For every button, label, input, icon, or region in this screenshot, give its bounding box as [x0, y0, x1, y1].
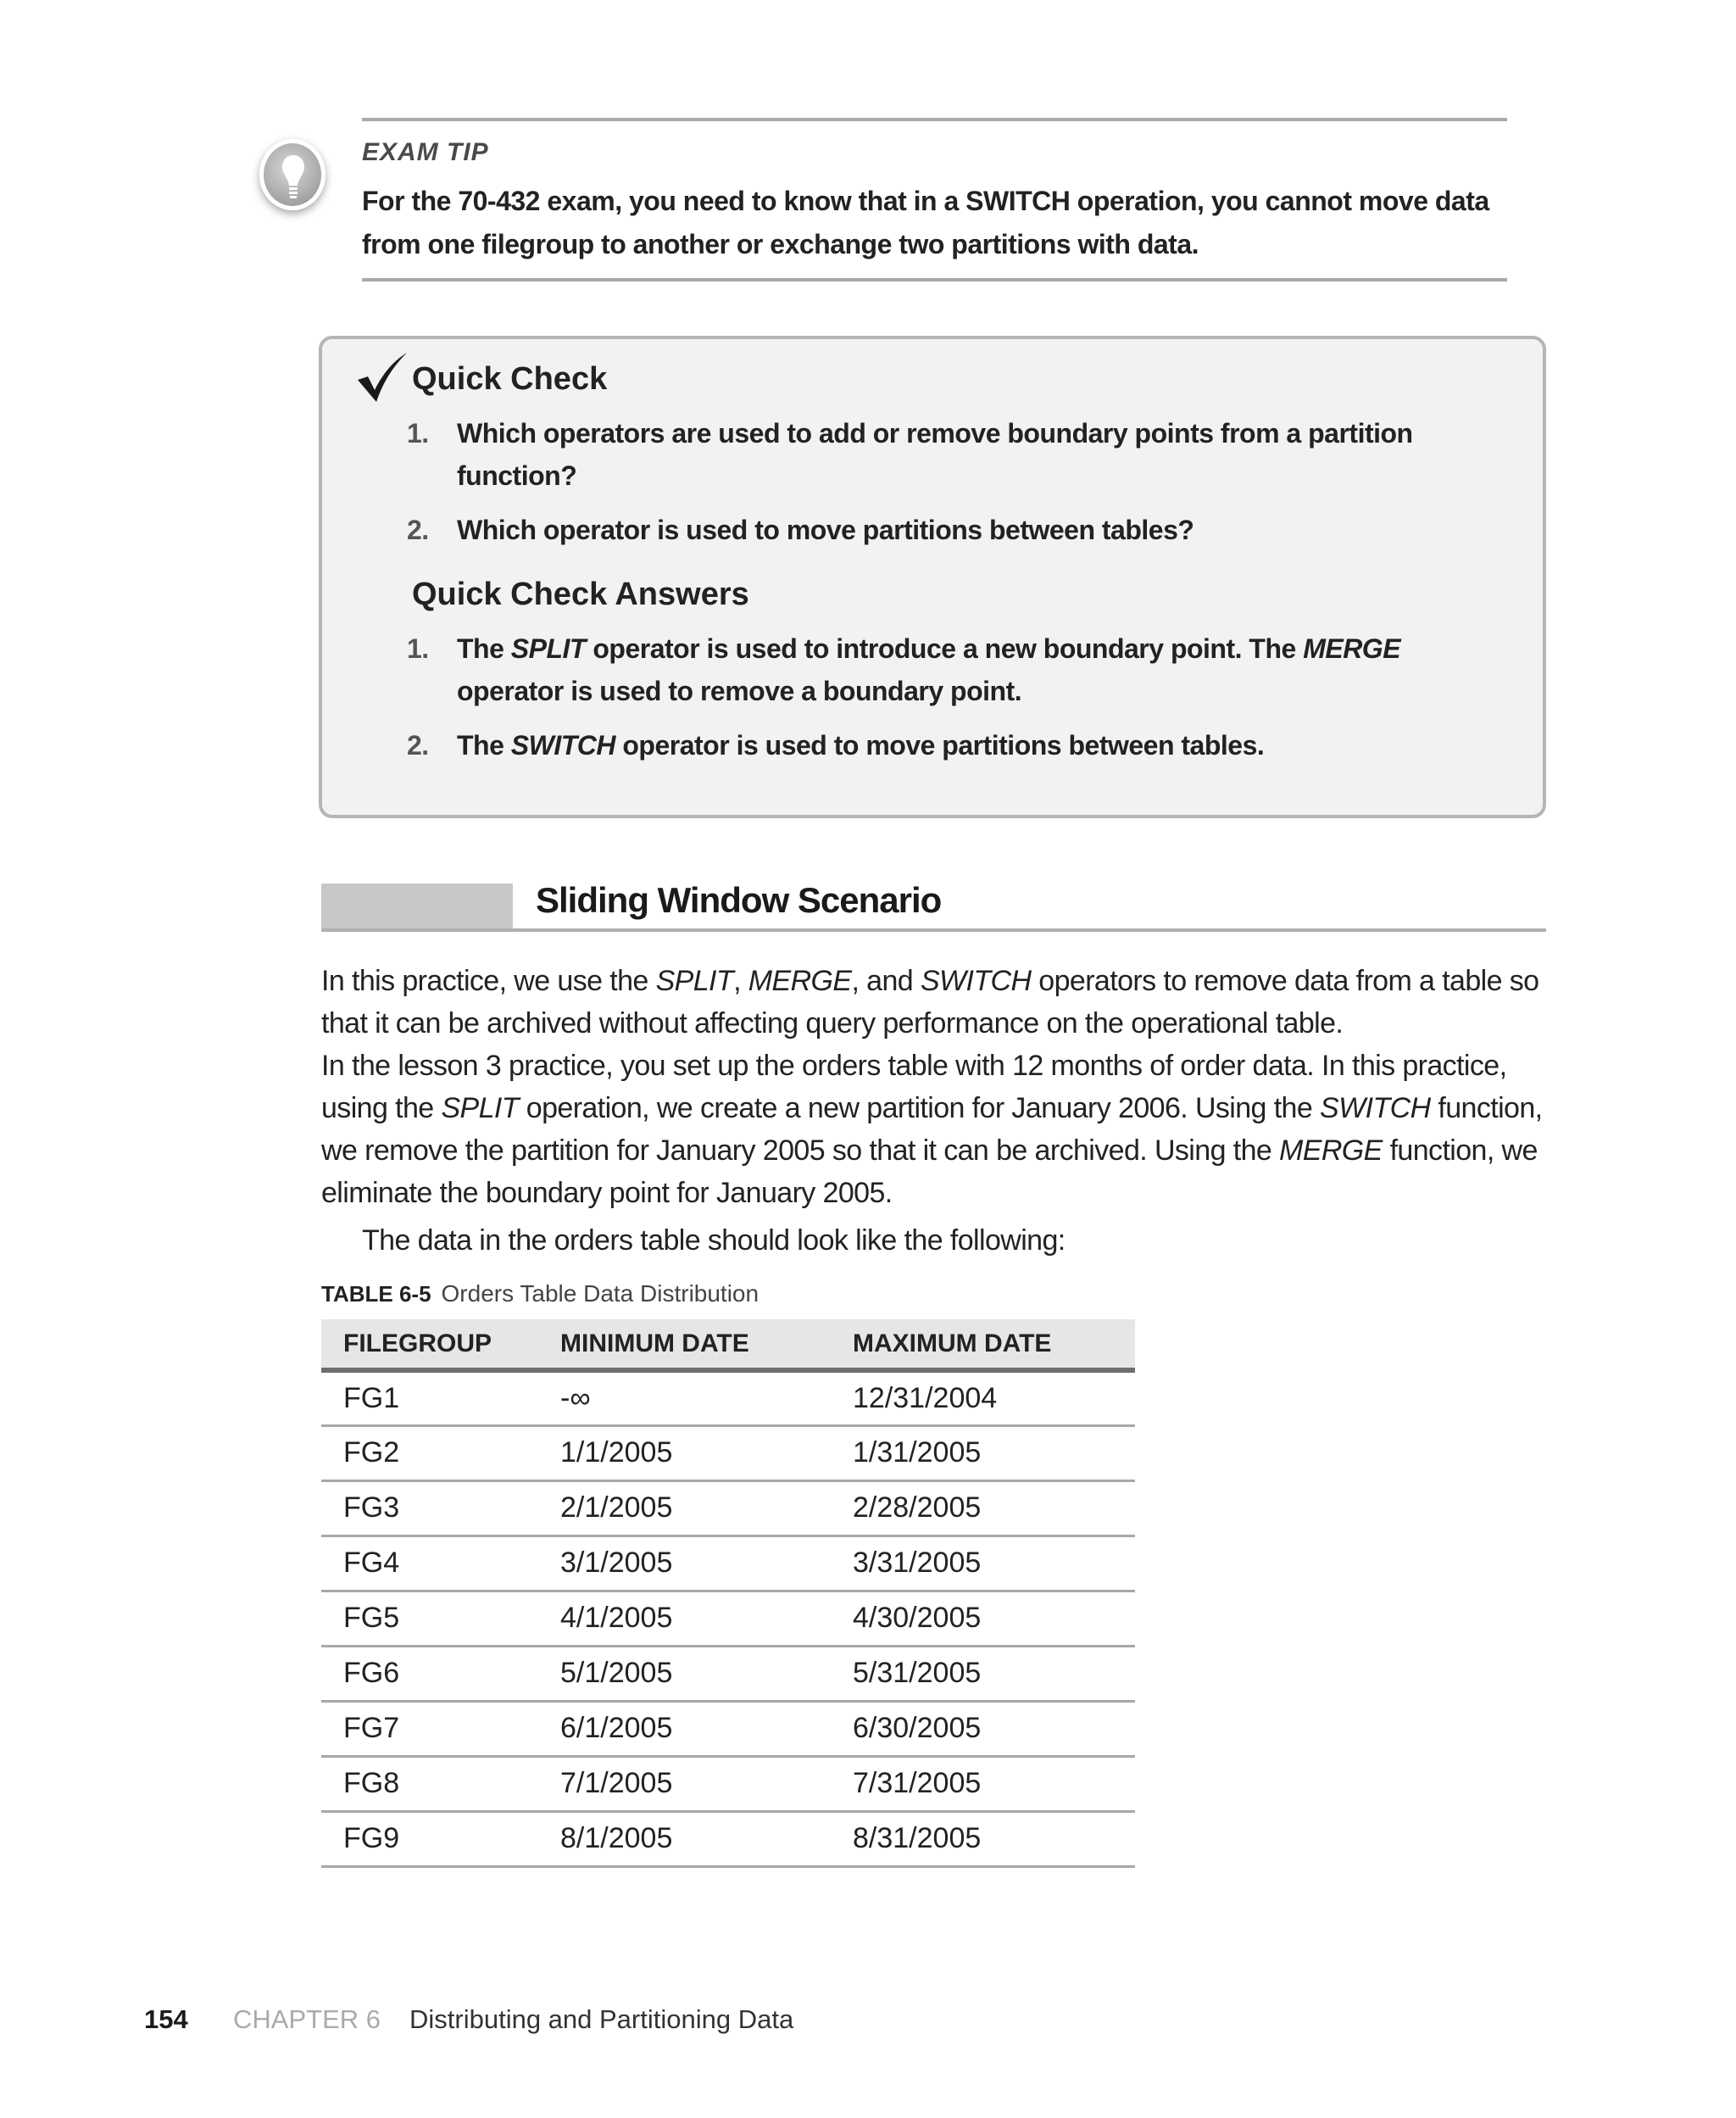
section-heading-rule	[321, 928, 1546, 932]
quick-check-box	[319, 336, 1546, 818]
table-row	[321, 1425, 1135, 1480]
table-row	[321, 1536, 1135, 1591]
table-cell: FG2	[321, 1425, 538, 1480]
table-cell: 2/1/2005	[538, 1480, 831, 1536]
table-cell: 1/1/2005	[538, 1425, 831, 1480]
column-header: FILEGROUP	[321, 1319, 538, 1370]
page-number: 154	[144, 2004, 188, 2034]
table-row	[321, 1811, 1135, 1866]
table-cell: 3/1/2005	[538, 1536, 831, 1591]
column-header: MAXIMUM DATE	[831, 1319, 1135, 1370]
table-caption: TABLE 6-5 Orders Table Data Distribution	[321, 1280, 760, 1307]
quick-check-title: Quick Check	[412, 361, 608, 397]
table-cell: 4/30/2005	[831, 1591, 1135, 1646]
table-cell: 3/31/2005	[831, 1536, 1135, 1591]
table-cell: 7/1/2005	[538, 1756, 831, 1811]
table-cell: 8/31/2005	[831, 1811, 1135, 1866]
body-paragraph: The data in the orders table should look like the following:	[362, 1224, 1066, 1257]
exam-tip-title: EXAM TIP	[362, 138, 489, 166]
body-paragraph: In the lesson 3 practice, you set up the orders table with 12 months of order data. In this practice, using the SPLIT operation, we create a new partition for January 2006. Using the SWITCH function, we remove the partition for January 2005 so that it can be archived. Using the MERGE function, we eliminate the boundary point for January 2005.	[321, 1050, 1543, 1209]
answer-item: 2. The SWITCH operator is used to move partitions between tables.	[407, 730, 1265, 761]
lightbulb-icon	[259, 139, 326, 210]
orders-distribution-table	[321, 1319, 1135, 1868]
table-cell: FG1	[321, 1370, 538, 1425]
table-cell: FG8	[321, 1756, 538, 1811]
quick-check-answers-title: Quick Check Answers	[412, 577, 749, 612]
table-cell: 7/31/2005	[831, 1756, 1135, 1811]
table-cell: 12/31/2004	[831, 1370, 1135, 1425]
table-cell: FG9	[321, 1811, 538, 1866]
column-header: MINIMUM DATE	[538, 1319, 831, 1370]
table-cell: -∞	[538, 1370, 831, 1425]
body-paragraph: In this practice, we use the SPLIT, MERGE, and SWITCH operators to remove data from a table so that it can be archived without affecting query performance on the operational table.	[321, 965, 1539, 1039]
table-cell: 6/1/2005	[538, 1701, 831, 1756]
table-cell: FG6	[321, 1646, 538, 1701]
table-cell: 2/28/2005	[831, 1480, 1135, 1536]
table-cell: 8/1/2005	[538, 1811, 831, 1866]
chapter-title: Distributing and Partitioning Data	[409, 2004, 794, 2034]
section-body	[321, 960, 1550, 1868]
table-row	[321, 1646, 1135, 1701]
table-cell: 5/31/2005	[831, 1646, 1135, 1701]
answer-item: 1. The SPLIT operator is used to introduce a new boundary point. The MERGE operator is used to remove a boundary point.	[407, 633, 1401, 706]
table-cell: 1/31/2005	[831, 1425, 1135, 1480]
question-item: 1. Which operators are used to add or remove boundary points from a partition function?	[407, 418, 1413, 491]
table-row	[321, 1480, 1135, 1536]
exam-tip-body: For the 70-432 exam, you need to know that in a SWITCH operation, you cannot move data from one filegroup to another or exchange two partitions with data.	[362, 186, 1489, 259]
table-row	[321, 1701, 1135, 1756]
exam-tip	[362, 118, 1507, 281]
table-cell: 4/1/2005	[538, 1591, 831, 1646]
exam-tip-top-rule	[362, 118, 1507, 121]
checkmark-icon	[356, 353, 409, 404]
table-cell: FG4	[321, 1536, 538, 1591]
table-cell: 6/30/2005	[831, 1701, 1135, 1756]
question-item: 2. Which operator is used to move partitions between tables?	[407, 515, 1194, 545]
section-heading-block	[321, 883, 513, 931]
table-row	[321, 1756, 1135, 1811]
table-row	[321, 1591, 1135, 1646]
section-title: Sliding Window Scenario	[536, 880, 942, 920]
table-row	[321, 1370, 1135, 1425]
table-cell: 5/1/2005	[538, 1646, 831, 1701]
chapter-label: CHAPTER 6	[233, 2004, 381, 2034]
table-cell: FG5	[321, 1591, 538, 1646]
exam-tip-bottom-rule	[362, 278, 1507, 281]
table-cell: FG3	[321, 1480, 538, 1536]
table-cell: FG7	[321, 1701, 538, 1756]
table-header-row	[321, 1319, 1135, 1370]
